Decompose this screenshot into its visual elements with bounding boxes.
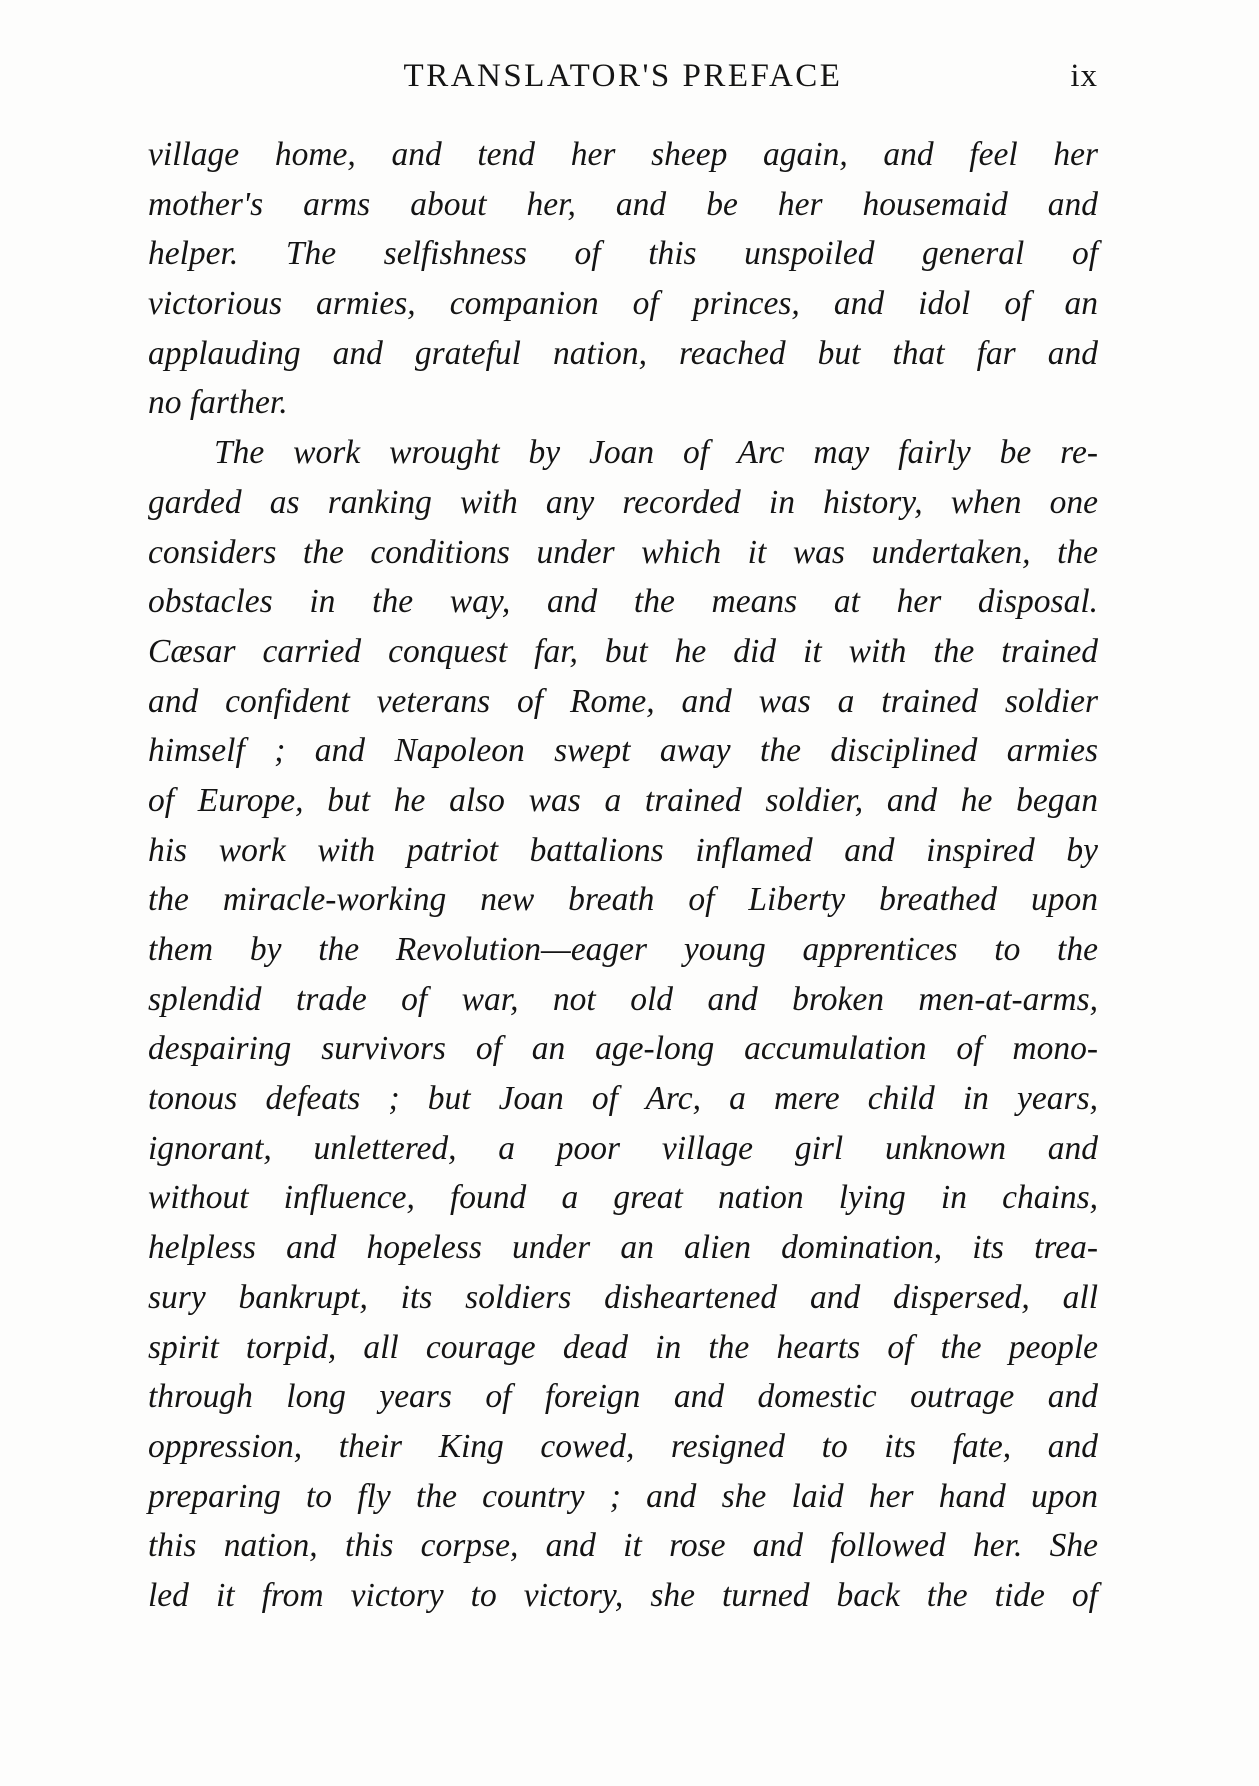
text-line: no farther. bbox=[148, 384, 288, 422]
text-line: tonous defeats ; but Joan of Arc, a mere child in years, bbox=[148, 1080, 1098, 1118]
body-text bbox=[148, 130, 1098, 1621]
text-line: despairing survivors of an age-long accumulation of mono- bbox=[148, 1030, 1098, 1068]
text-line: ignorant, unlettered, a poor village girl unknown and bbox=[148, 1129, 1098, 1167]
running-head bbox=[148, 58, 1098, 98]
paragraph bbox=[148, 428, 1098, 1621]
text-line: and confident veterans of Rome, and was a trained soldier bbox=[148, 682, 1098, 720]
text-line: helper. The selfishness of this unspoiled general of bbox=[148, 235, 1098, 273]
paragraph bbox=[148, 130, 1098, 428]
text-line: preparing to fly the country ; and she laid her hand upon bbox=[148, 1477, 1098, 1515]
text-line: garded as ranking with any recorded in history, when one bbox=[148, 483, 1098, 521]
text-line: without influence, found a great nation lying in chains, bbox=[148, 1179, 1098, 1217]
running-title: TRANSLATOR'S PREFACE bbox=[403, 58, 843, 94]
text-line: oppression, their King cowed, resigned to its fate, and bbox=[148, 1427, 1098, 1465]
page-number: ix bbox=[1070, 58, 1098, 94]
text-line: victorious armies, companion of princes, and idol of an bbox=[148, 285, 1098, 323]
text-line: obstacles in the way, and the means at her disposal. bbox=[148, 583, 1098, 621]
text-line: himself ; and Napoleon swept away the disciplined armies bbox=[148, 732, 1098, 770]
text-line: spirit torpid, all courage dead in the hearts of the people bbox=[148, 1328, 1098, 1366]
text-line: village home, and tend her sheep again, and feel her bbox=[148, 136, 1098, 173]
text-line: the miracle-working new breath of Liberty breathed upon bbox=[148, 881, 1098, 919]
text-line: sury bankrupt, its soldiers disheartened and dispersed, all bbox=[148, 1278, 1098, 1316]
text-line: applauding and grateful nation, reached but that far and bbox=[148, 334, 1098, 372]
text-line: of Europe, but he also was a trained soldier, and he began bbox=[148, 781, 1098, 819]
text-line: splendid trade of war, not old and broken men-at-arms, bbox=[148, 980, 1098, 1018]
text-line: through long years of foreign and domestic outrage and bbox=[148, 1378, 1098, 1416]
text-line: considers the conditions under which it was undertaken, the bbox=[148, 533, 1098, 571]
text-line: helpless and hopeless under an alien domination, its trea- bbox=[148, 1229, 1098, 1267]
text-line: The work wrought by Joan of Arc may fairly be re- bbox=[214, 434, 1098, 472]
text-line: mother's arms about her, and be her housemaid and bbox=[148, 185, 1098, 223]
text-line: them by the Revolution—eager young apprentices to the bbox=[148, 931, 1098, 968]
text-line: this nation, this corpse, and it rose and followed her. She bbox=[148, 1527, 1098, 1565]
text-line: led it from victory to victory, she turned back the tide of bbox=[148, 1576, 1098, 1614]
text-line: his work with patriot battalions inflamed and inspired by bbox=[148, 831, 1098, 869]
text-line: Cæsar carried conquest far, but he did it with the trained bbox=[148, 632, 1098, 670]
